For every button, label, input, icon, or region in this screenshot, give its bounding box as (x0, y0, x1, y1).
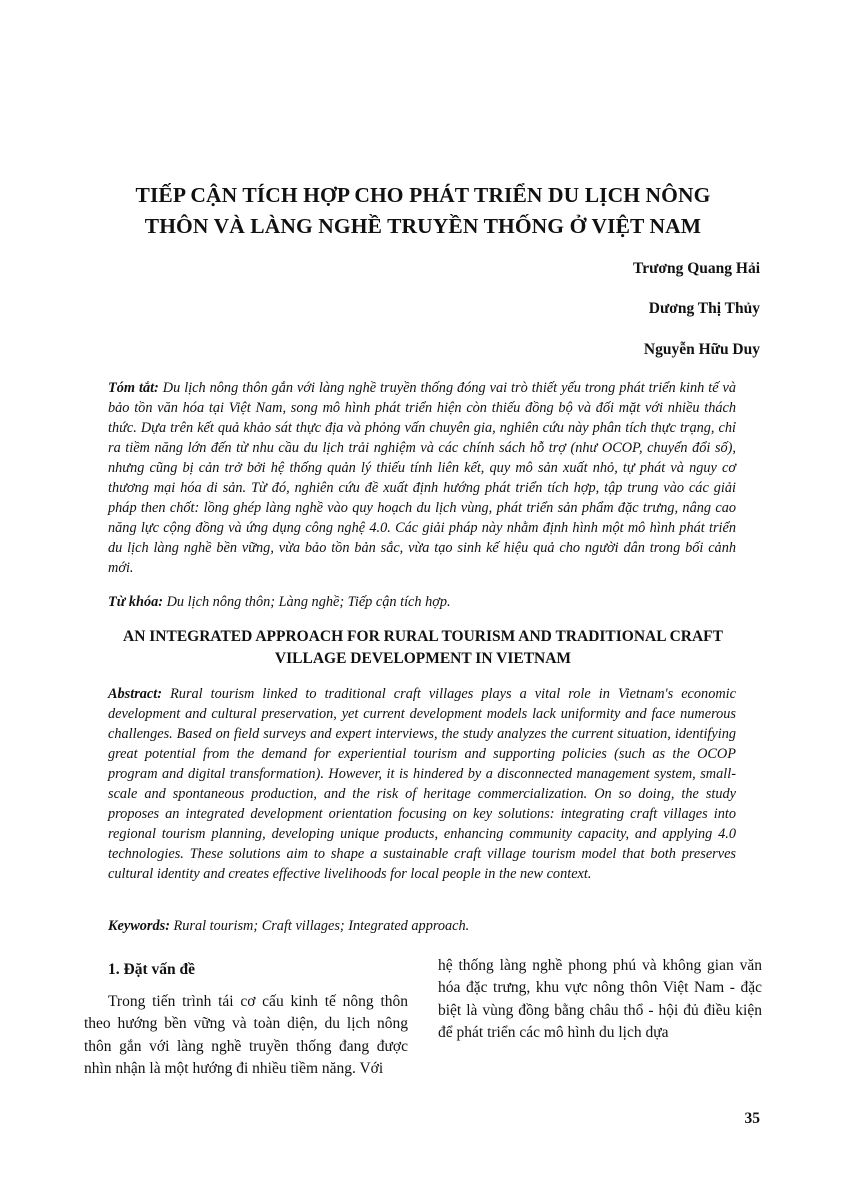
abstract-label-vn: Tóm tắt: (108, 380, 159, 396)
section-heading: 1. Đặt vấn đề (108, 961, 195, 978)
keywords-text-en: Rural tourism; Craft villages; Integrated approach. (169, 918, 470, 934)
en-title-line-1: AN INTEGRATED APPROACH FOR RURAL TOURISM AND TRADITIONAL CRAFT (123, 628, 723, 645)
body-right-column: hệ thống làng nghề phong phú và không gian văn hóa đặc trưng, khu vực nông thôn Việt Nam - đặc biệt là vùng đồng bằng châu thổ - hội đủ điều kiện để phát triển các mô hình du lịch dựa (438, 957, 762, 1041)
paper-title-english (70, 626, 776, 670)
vietnamese-keywords (108, 592, 736, 612)
english-abstract (108, 684, 736, 884)
paper-title-vietnamese (90, 180, 756, 242)
keywords-label-vn: Từ khóa: (108, 594, 164, 610)
keywords-text-vn: Du lịch nông thôn; Làng nghề; Tiếp cận tích hợp. (163, 594, 451, 610)
abstract-text-en: Rural tourism linked to traditional craft villages plays a vital role in Vietnam's economic development and cultural preservation, yet current development models lack uniformity and face numerous challenges. Based on field surveys and expert interviews, the study analyzes the current situation, identifying great potential from the demand for experiential tourism and supporting policies (such as the OCOP program and digital transformation). However, it is hindered by a disconnected management system, small-scale and spontaneous production, and the risk of heritage commercialization. On so doing, the study proposes an integrated development orientation focusing on key solutions: integrating craft villages into regional tourism planning, developing unique products, enhancing community capacity, and applying 4.0 technologies. These solutions aim to shape a sustainable craft village tourism model that both preserves cultural identity and creates effective livelihoods for local people in the new context. (108, 686, 736, 882)
vietnamese-abstract (108, 378, 736, 578)
author-1: Trương Quang Hải (633, 260, 760, 277)
author-2: Dương Thị Thủy (648, 300, 760, 317)
title-line-2: THÔN VÀ LÀNG NGHỀ TRUYỀN THỐNG Ở VIỆT NAM (144, 214, 702, 238)
en-title-line-2: VILLAGE DEVELOPMENT IN VIETNAM (274, 650, 572, 667)
abstract-label-en: Abstract: (108, 686, 163, 702)
english-keywords (108, 916, 736, 936)
title-line-1: TIẾP CẬN TÍCH HỢP CHO PHÁT TRIỂN DU LỊCH NÔNG (135, 183, 711, 207)
body-left-column: Trong tiến trình tái cơ cấu kinh tế nông thôn theo hướng bền vững và toàn diện, du lịch nông thôn gắn với làng nghề truyền thống đang được nhìn nhận là một hướng đi nhiều tiềm năng. Với (84, 993, 408, 1077)
abstract-text-vn: Du lịch nông thôn gắn với làng nghề truyền thống đóng vai trò thiết yếu trong phát triển kinh tế và bảo tồn văn hóa tại Việt Nam, song mô hình phát triển hiện còn thiếu đồng bộ và đối mặt với nhiều thách thức. Dựa trên kết quả khảo sát thực địa và phỏng vấn chuyên gia, nghiên cứu này phân tích thực trạng, chỉ ra tiềm năng lớn đến từ nhu cầu du lịch trải nghiệm và các chính sách hỗ trợ (như OCOP, chuyển đổi số), nhưng cũng bị cản trở bởi hệ thống quản lý thiếu tính liên kết, quy mô sản xuất nhỏ, tự phát và nguy cơ thương mại hóa di sản. Từ đó, nghiên cứu đề xuất định hướng phát triển tích hợp, tập trung vào các giải pháp then chốt: lồng ghép làng nghề vào quy hoạch du lịch vùng, phát triển sản phẩm đặc trưng, nâng cao năng lực cộng đồng và ứng dụng công nghệ 4.0. Các giải pháp này nhằm định hình một mô hình phát triển du lịch làng nghề bền vững, vừa bảo tồn bản sắc, vừa tạo sinh kế hiệu quả cho người dân trong bối cảnh mới. (108, 380, 736, 576)
page-number: 35 (744, 1110, 760, 1127)
keywords-label-en: Keywords: (108, 918, 170, 934)
author-3: Nguyễn Hữu Duy (643, 341, 760, 358)
